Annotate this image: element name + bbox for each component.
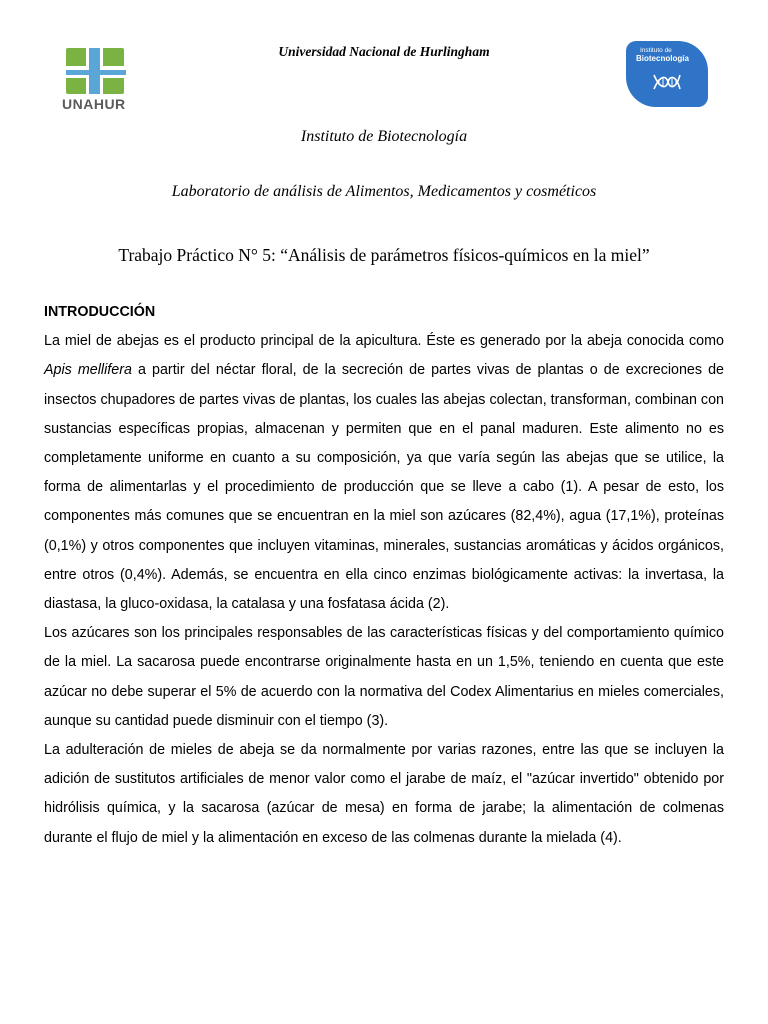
section-heading: INTRODUCCIÓN (44, 304, 156, 320)
institute-title: Instituto de Biotecnología (300, 128, 468, 145)
introduction-section (44, 298, 724, 853)
paragraph-1-end: a partir del néctar floral, de la secreción de partes vivas de plantas o de excreciones de insectos chupadores de partes vivas de plantas, los cuales las abejas colectan, transforman, combinan con sustancias específicas propias, almacenan y permiten que en el panal maduren. Este alimento no es completamente uniforme en cuanto a su composición, ya que varía según las abejas que se utilice, la forma de alimentarlas y el procedimiento de producción que se lleve a cabo (1). A pesar de esto, los componentes más comunes que se encuentran en la miel son azúcares (82,4%), agua (17,1%), proteínas (0,1%) y otros componentes que incluyen vitaminas, minerales, sustancias aromáticas y ácidos orgánicos, entre otros (0,4%). Además, se encuentra en ella cinco enzimas biológicamente activas: la invertasa, la diastasa, la gluco-oxidasa, la catalasa y una fosfatasa ácida (2). (44, 362, 724, 613)
logo-line-1: Instituto de (640, 47, 672, 54)
practical-title: Trabajo Práctico N° 5: “Análisis de parámetros físicos-químicos en la miel” (118, 245, 650, 265)
dna-icon (652, 71, 682, 93)
species-name: Apis mellifera (44, 362, 132, 379)
paragraph-3: La adulteración de mieles de abeja se da normalmente por varias razones, entre las que se incluyen la adición de sustitutos artificiales de menor valor como el jarabe de maíz, el "azúcar invertido" obtenido por hidrólisis química, y la sacarosa (azúcar de mesa) en forma de jarabe; la alimentación de colmenas durante el flujo de miel y la alimentación en exceso de las colmenas durante la mielada (4). (44, 742, 724, 846)
biotecnologia-logo (626, 41, 708, 107)
paragraph-2: Los azúcares son los principales responsables de las características físicas y del comportamiento químico de la miel. La sacarosa puede encontrarse originalmente hasta en un 1,5%, teniendo en cuenta que este azúcar no debe superar el 5% de acuerdo con la normativa del Codex Alimentarius en mieles comerciales, aunque su cantidad puede disminuir con el tiempo (3). (44, 625, 724, 729)
paragraph-1-start: La miel de abejas es el producto principal de la apicultura. Éste es generado por la abeja conocida como (44, 333, 724, 350)
unahur-logo-text: UNAHUR (62, 96, 126, 112)
logo-line-2: Biotecnología (636, 54, 689, 63)
university-name: Universidad Nacional de Hurlingham (278, 44, 490, 59)
paragraph-1 (44, 327, 724, 619)
lab-title: Laboratorio de análisis de Alimentos, Medicamentos y cosméticos (171, 183, 597, 200)
